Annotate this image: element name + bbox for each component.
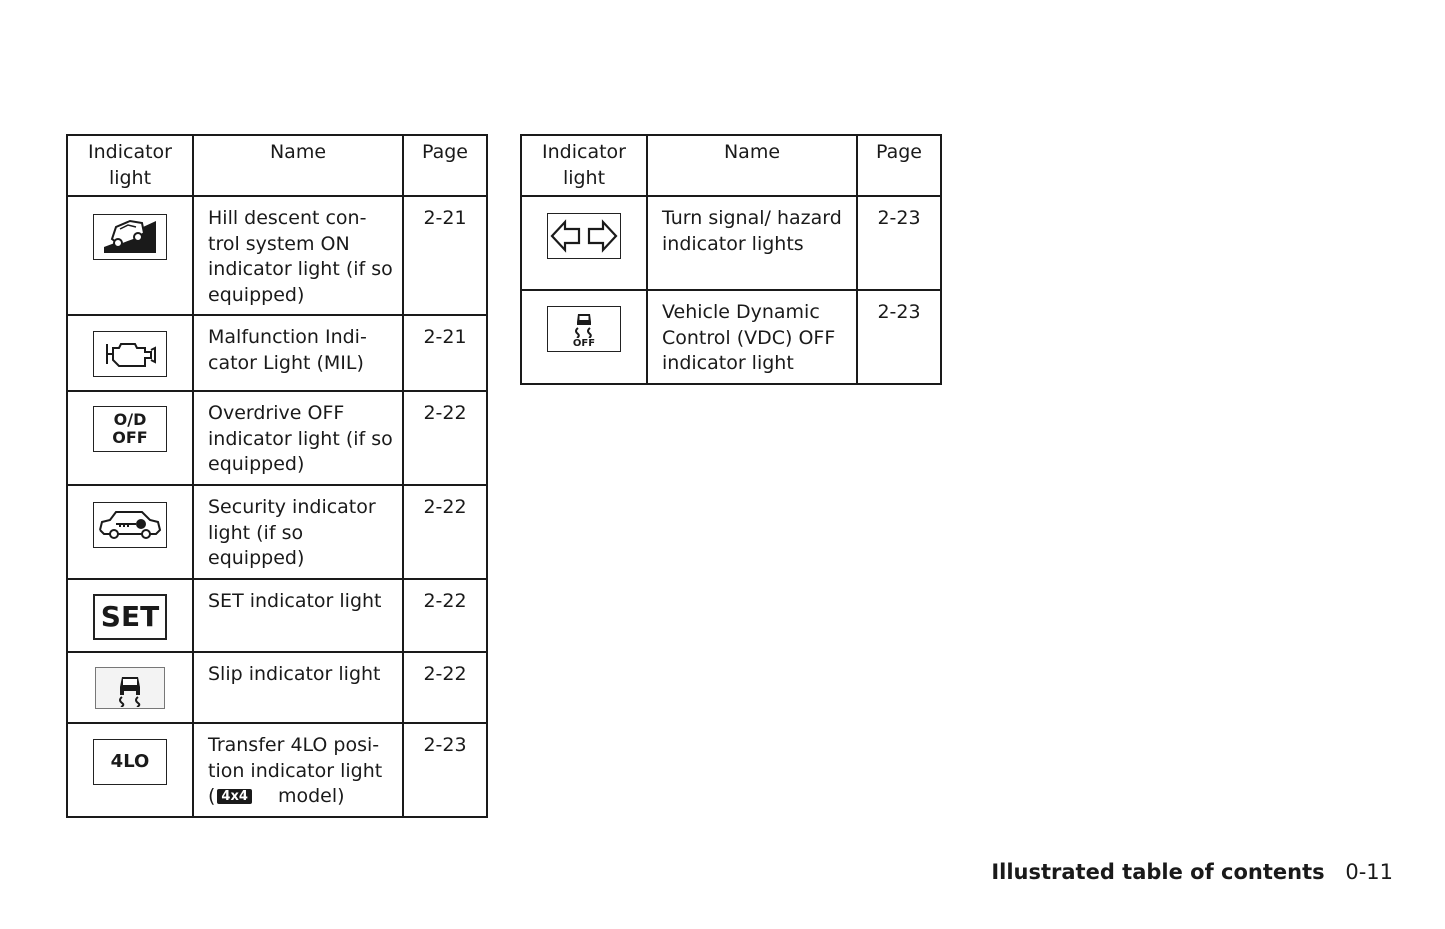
turn-signal-icon [547,213,621,259]
indicator-cell [67,196,193,315]
table-row [521,196,941,290]
name-model: model) [277,785,345,807]
page-cell: 2-22 [403,485,487,579]
indicator-cell [67,315,193,391]
page-cell: 2-21 [403,315,487,391]
indicator-cell [67,652,193,723]
table-row [67,485,487,579]
left-indicator-table [66,134,488,818]
engine-icon [93,331,167,377]
name-cell: Hill descent con-trol system ON indicator light (if so equipped) [193,196,403,315]
car-key-icon [93,502,167,548]
name-text: Transfer 4LO posi-tion indicator light [208,734,383,782]
header-page: Page [403,135,487,196]
right-indicator-table [520,134,942,385]
page-cell: 2-23 [857,290,941,384]
page-cell: 2-22 [403,652,487,723]
indicator-cell [67,391,193,485]
table-header-row [521,135,941,196]
name-cell [193,723,403,817]
table-row [67,196,487,315]
table-row [67,391,487,485]
table-row [521,290,941,384]
table-row [67,315,487,391]
set-icon: SET [93,594,167,640]
table-row [67,652,487,723]
indicator-cell [67,579,193,652]
page-number: 0-11 [1345,860,1393,884]
header-page: Page [857,135,941,196]
slip-icon [95,667,165,709]
indicator-cell [67,485,193,579]
page-cell: 2-22 [403,579,487,652]
4lo-icon: 4LO [93,739,167,785]
page-cell: 2-22 [403,391,487,485]
hill-descent-icon [93,214,167,260]
name-cell: Turn signal/ hazard indicator lights [647,196,857,290]
header-indicator: Indicator light [521,135,647,196]
name-cell: Slip indicator light [193,652,403,723]
name-cell: SET indicator light [193,579,403,652]
header-indicator: Indicator light [67,135,193,196]
vdc-off-icon [547,306,621,352]
indicator-cell [521,290,647,384]
page-cell: 2-23 [403,723,487,817]
name-cell: Malfunction Indi-cator Light (MIL) [193,315,403,391]
table-header-row [67,135,487,196]
header-name: Name [193,135,403,196]
name-cell: Vehicle Dynamic Control (VDC) OFF indicator light [647,290,857,384]
name-cell: Overdrive OFF indicator light (if so equipped) [193,391,403,485]
page-cell: 2-21 [403,196,487,315]
header-name: Name [647,135,857,196]
4x4-badge-icon: 4x4 [217,789,251,804]
name-cell: Security indicator light (if so equipped) [193,485,403,579]
table-row [67,723,487,817]
od-off-icon: O/D OFF [93,406,167,452]
vdc-off-label: OFF [572,337,596,349]
page-cell: 2-23 [857,196,941,290]
page-footer [991,860,1393,884]
table-row [67,579,487,652]
indicator-cell [67,723,193,817]
indicator-cell [521,196,647,290]
section-title: Illustrated table of contents [991,860,1325,884]
name-paren: ( [208,785,216,807]
